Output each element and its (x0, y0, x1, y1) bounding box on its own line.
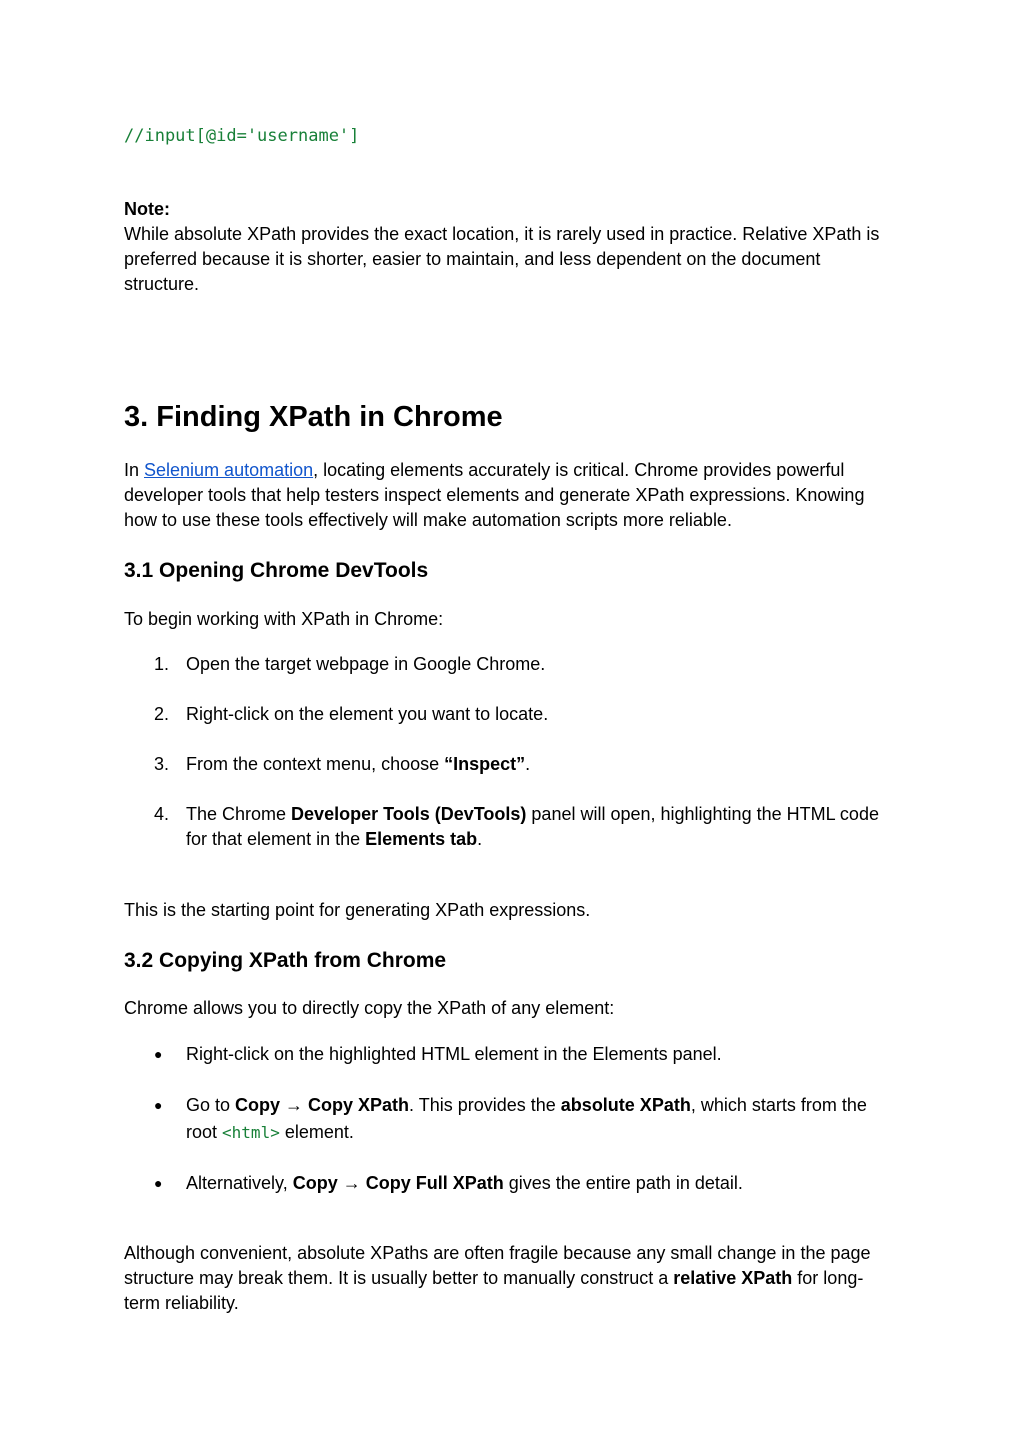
list-item (124, 752, 886, 777)
list-marker: 2. (154, 704, 170, 724)
intro-post: , locating elements accurately is critical. Chrome provides powerful developer tools that help testers inspect elements and generate XPath expressions. Knowing how to use these tools effectively will make automation scripts more reliable. (124, 460, 865, 530)
list-marker: 1. (154, 654, 170, 674)
section-3-1-intro: To begin working with XPath in Chrome: (124, 609, 444, 629)
bullet-icon: ● (154, 1175, 163, 1191)
code-example: //input[@id='username'] (124, 126, 360, 146)
bullet-icon: ● (154, 1046, 163, 1062)
section-3-2-heading: 3.2 Copying XPath from Chrome (124, 949, 447, 972)
bullet-text: Alternatively, Copy → Copy Full XPath gives the entire path in detail. (186, 1173, 743, 1193)
list-marker: 4. (154, 804, 170, 824)
section-3-intro (124, 458, 886, 533)
list-item (124, 702, 886, 727)
note-label (124, 197, 886, 222)
bullet-text: Go to Copy → Copy XPath. This provides the absolute XPath, which starts from the root <html> element. (186, 1095, 867, 1142)
bullet-item (124, 1042, 886, 1067)
bullet-icon: ● (154, 1097, 163, 1113)
note-label-text: Note: (124, 199, 170, 219)
section-3-2-outro: Although convenient, absolute XPaths are often fragile because any small change in the page structure may break them. It is usually better to manually construct a relative XPath for long-term reliability. (124, 1243, 871, 1313)
list-marker: 3. (154, 754, 170, 774)
bullet-item (124, 1171, 886, 1196)
selenium-automation-link[interactable]: Selenium automation (144, 460, 314, 480)
section-3-1-heading: 3.1 Opening Chrome DevTools (124, 559, 429, 582)
list-text: From the context menu, choose “Inspect”. (186, 754, 531, 774)
section-3-1-outro: This is the starting point for generating XPath expressions. (124, 900, 591, 920)
section-3-2-intro: Chrome allows you to directly copy the XPath of any element: (124, 998, 615, 1018)
list-item (124, 802, 886, 852)
note-text: While absolute XPath provides the exact location, it is rarely used in practice. Relative XPath is preferred because it is shorter, easier to maintain, and less dependent on the document structure. (124, 224, 880, 294)
inline-code-html: <html> (222, 1123, 280, 1142)
section-3-heading: 3. Finding XPath in Chrome (124, 401, 503, 433)
intro-pre: In (124, 460, 145, 480)
bullet-item (124, 1092, 886, 1146)
list-item (124, 652, 886, 677)
list-text: Right-click on the element you want to locate. (186, 704, 549, 724)
list-text: The Chrome Developer Tools (DevTools) panel will open, highlighting the HTML code for that element in the Elements tab. (186, 804, 879, 849)
list-text: Open the target webpage in Google Chrome. (186, 654, 546, 674)
bullet-text: Right-click on the highlighted HTML element in the Elements panel. (186, 1044, 722, 1064)
